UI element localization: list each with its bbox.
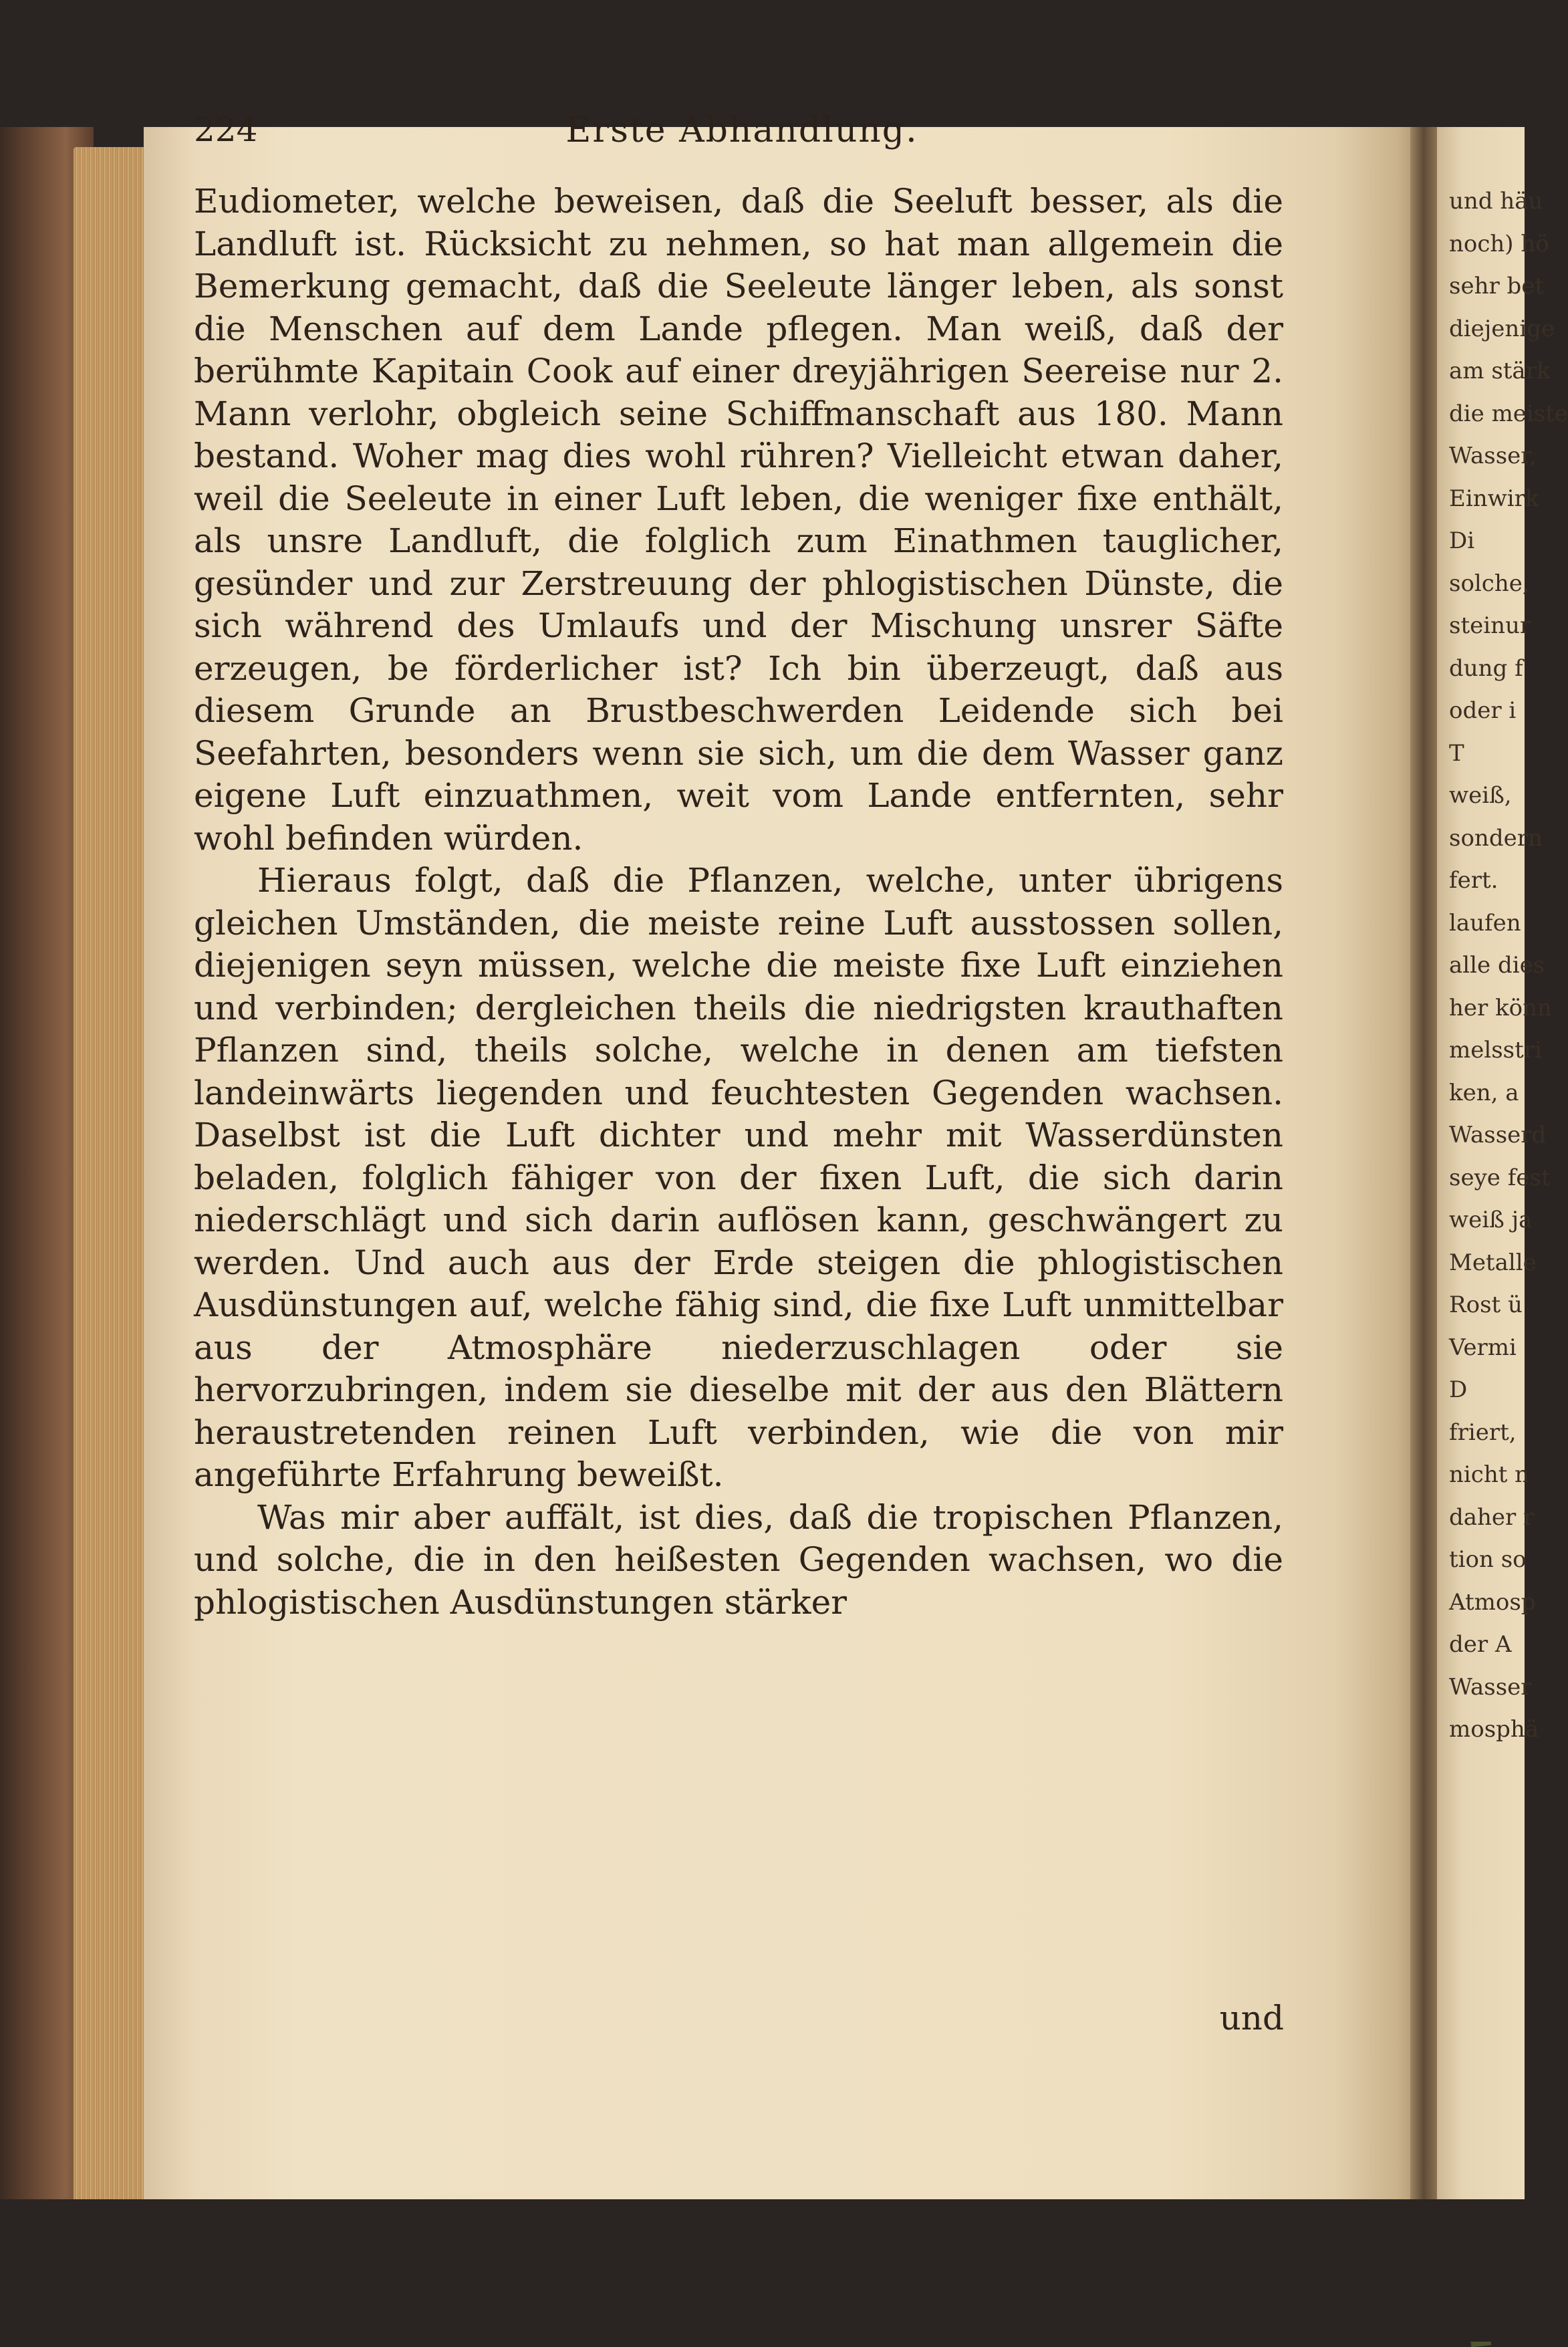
fragment-line: nicht n (1449, 1461, 1530, 1488)
fragment-line: Einwirk (1449, 485, 1539, 512)
fragment-line: tion so (1449, 1546, 1527, 1573)
fragment-line: daher r (1449, 1503, 1535, 1531)
catchword: und (1219, 1999, 1284, 2037)
fragment-line: weiß, (1449, 782, 1512, 809)
page-header (194, 110, 1290, 157)
page-number: 224 (194, 110, 258, 149)
fragment-line: D (1449, 1376, 1468, 1403)
fragment-line: Di (1449, 527, 1475, 554)
fragment-line: dung f (1449, 654, 1523, 682)
fragment-line: sehr bet (1449, 273, 1545, 299)
fragment-line: diejenige (1449, 315, 1555, 342)
fragment-line: noch) hö (1449, 230, 1549, 257)
fragment-line: T (1449, 739, 1464, 767)
fragment-line: alle dies (1449, 952, 1545, 979)
running-title: Erste Abhandlung. (565, 110, 918, 150)
right-page-fragments (1449, 180, 1568, 1751)
book-gutter (1410, 127, 1437, 2342)
fragment-line: und häu (1449, 188, 1543, 215)
fragment-line: her könn (1449, 994, 1552, 1021)
fragment-line: friert, (1449, 1418, 1517, 1446)
body-text (194, 180, 1283, 1624)
fragment-line: ken, a (1449, 1079, 1519, 1106)
fragment-line: laufen (1449, 909, 1521, 937)
fragment-line: steinur (1449, 612, 1531, 639)
fragment-line: der A (1449, 1631, 1512, 1658)
page-edges (74, 147, 154, 2306)
fragment-line: melsstri (1449, 1037, 1542, 1064)
fragment-line: solche, (1449, 570, 1530, 597)
fragment-line: oder i (1449, 697, 1517, 724)
fragment-line: Wasser (1449, 1673, 1532, 1701)
fragment-line: weiß ja (1449, 1207, 1533, 1233)
fragment-line: Metalle (1449, 1249, 1537, 1276)
paragraph-3: Was mir aber auffält, ist dies, daß die tropischen Pflanzen, und solche, die in den heißesten Gegenden wachsen, wo die phlogistischen Ausdünstungen stärker (194, 1497, 1283, 1622)
fragment-line: Vermi (1449, 1334, 1517, 1361)
fragment-line: am stärk (1449, 358, 1551, 384)
paragraph-2: Hieraus folgt, daß die Pflanzen, welche, unter übrigens gleichen Umständen, die meiste reine Luft ausstossen sollen, diejenigen seyn müssen, welche die meiste fixe Luft einziehen und verbinden; dergleichen theils die niedrigsten krauthaften Pflanzen sind, theils solche, welche in denen am tiefsten landeinwärts liegenden und feuchtesten Gegenden wachsen. Daselbst ist die Luft dichter und mehr mit Wasserdünsten beladen, folglich fähiger von der fixen Luft, die sich darin niederschlägt und sich darin auflösen kann, geschwängert zu werden. Und auch aus der Erde steigen die phlogistischen Ausdünstungen auf, welche fähig sind, die fixe Luft unmittelbar aus der Atmosphäre niederzuschlagen oder sie hervorzubringen, indem sie dieselbe mit der aus den Blättern heraustretenden reinen Luft verbinden, wie die von mir angeführte Erfahrung beweißt. (194, 861, 1283, 1494)
fragment-line: fert. (1449, 867, 1498, 894)
fragment-line: Wasser, (1449, 443, 1537, 469)
fragment-line: Wasserd (1449, 1122, 1547, 1148)
paragraph-1: Eudiometer, welche beweisen, daß die Seeluft besser, als die Landluft ist. Rücksicht zu nehmen, so hat man allgemein die Bemerkung gemacht, daß die Seeleute länger leben, als sonst die Menschen auf dem Lande pflegen. Man weiß, daß der berühmte Kapitain Cook auf einer dreyjährigen Seereise nur 2. Mann verlohr, obgleich seine Schiffmanschaft aus 180. Mann bestand. Woher mag dies wohl rühren? Vielleicht etwan daher, weil die Seeleute in einer Luft leben, die weniger fixe enthält, als unsre Landluft, die folglich zum Einathmen tauglicher, gesünder und zur Zerstreuung der phlogistischen Dünste, die sich während des Umlaufs und der Mischung unsrer Säfte erzeugen, be förderlicher ist? Ich bin überzeugt, daß aus diesem Grunde an Brustbeschwerden Leidende sich bei Seefahrten, besonders wenn sie sich, um die dem Wasser ganz eigene Luft einzuathmen, weit vom Lande entfernten, sehr wohl befinden würden. (194, 182, 1283, 858)
fragment-line: mosphä (1449, 1716, 1539, 1743)
background-shadow (0, 2199, 1525, 2342)
fragment-line: sondern (1449, 824, 1543, 852)
fragment-line: Rost ü (1449, 1291, 1523, 1318)
fragment-line: Atmosp (1449, 1588, 1536, 1616)
fragment-line: seye fest (1449, 1164, 1551, 1191)
fragment-line: die meiste (1449, 400, 1568, 427)
